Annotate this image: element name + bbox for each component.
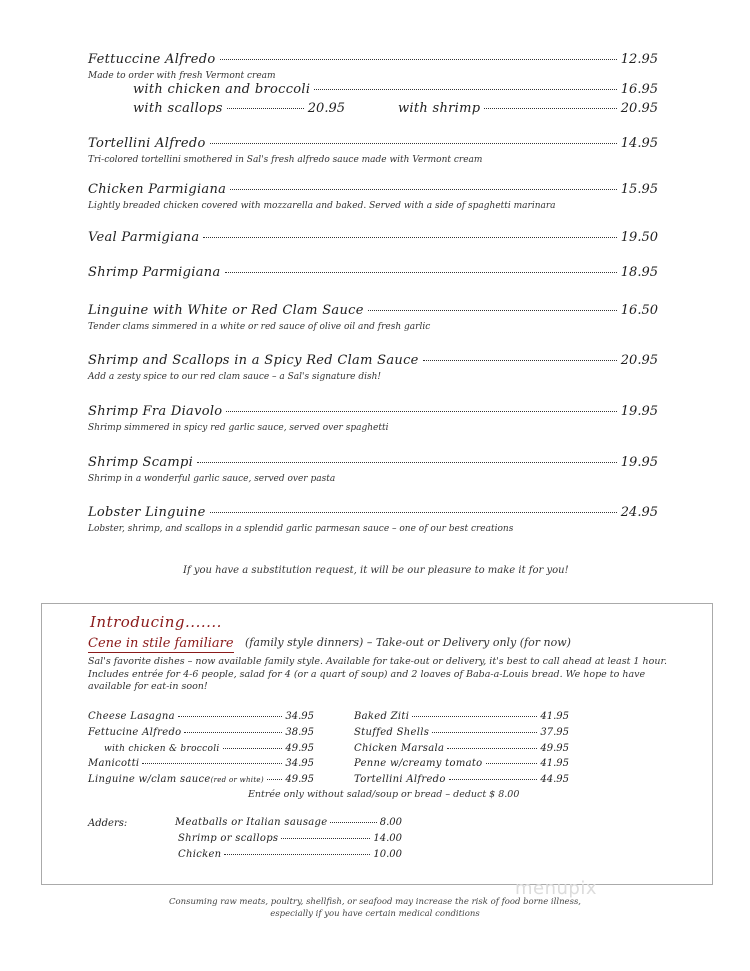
family-item-cheese-lasagna: Cheese Lasagna 34.95 bbox=[88, 711, 314, 722]
family-item-chicken-broccoli: with chicken & broccoli 49.95 bbox=[104, 743, 314, 754]
family-item-fettucine-alfredo: Fettucine Alfredo 38.95 bbox=[88, 727, 314, 738]
menu-item-fettuccine-alfredo bbox=[88, 52, 658, 81]
family-item-penne: Penne w/creamy tomato 41.95 bbox=[354, 758, 569, 769]
footer-warning-line-2: especially if you have certain medical conditions bbox=[270, 909, 480, 919]
family-item-manicotti: Manicotti 34.95 bbox=[88, 758, 314, 769]
menu-item-shrimp-scampi: Shrimp Scampi 19.95 Shrimp in a wonderful garlic sauce, served over pasta bbox=[88, 455, 658, 484]
adder-meatballs: Meatballs or Italian sausage 8.00 bbox=[175, 817, 402, 828]
menu-item-linguine-clam: Linguine with White or Red Clam Sauce 16.50 Tender clams simmered in a white or red sauce of olive oil and fresh garlic bbox=[88, 303, 658, 332]
family-item-tortellini-alfredo: Tortellini Alfredo 44.95 bbox=[354, 774, 569, 785]
menu-item-tortellini-alfredo: Tortellini Alfredo 14.95 Tri-colored tortellini smothered in Sal's fresh alfredo sauce made with Vermont cream bbox=[88, 136, 658, 165]
option-shrimp: with shrimp 20.95 bbox=[398, 101, 658, 116]
option-scallops: with scallops 20.95 bbox=[133, 101, 345, 116]
menu-item-shrimp-parmigiana: Shrimp Parmigiana 18.95 bbox=[88, 265, 658, 280]
menu-item-chicken-parmigiana: Chicken Parmigiana 15.95 Lightly breaded chicken covered with mozzarella and baked. Served with a side of spaghetti marinara bbox=[88, 182, 658, 211]
introducing-heading: Introducing....... bbox=[90, 613, 222, 631]
family-item-chicken-marsala: Chicken Marsala 49.95 bbox=[354, 743, 569, 754]
menu-item-shrimp-fra-diavolo: Shrimp Fra Diavolo 19.95 Shrimp simmered in spicy red garlic sauce, served over spaghetti bbox=[88, 404, 658, 433]
menu-item-lobster-linguine: Lobster Linguine 24.95 Lobster, shrimp, and scallops in a splendid garlic parmesan sauce – one of our best creations bbox=[88, 505, 658, 534]
option-chicken-broccoli: with chicken and broccoli 16.95 bbox=[133, 82, 658, 97]
family-item-linguine-clam: Linguine w/clam sauce(red or white) 49.95 bbox=[88, 774, 314, 785]
item-description: Made to order with fresh Vermont cream bbox=[88, 71, 276, 81]
family-style-subtitle: (family style dinners) – Take-out or Delivery only (for now) bbox=[245, 636, 571, 649]
item-price: 12.95 bbox=[620, 52, 658, 67]
substitution-note: If you have a substitution request, it will be our pleasure to make it for you! bbox=[183, 565, 569, 576]
family-item-stuffed-shells: Stuffed Shells 37.95 bbox=[354, 727, 569, 738]
family-style-title: Cene in stile familiare bbox=[88, 636, 234, 651]
menu-item-veal-parmigiana: Veal Parmigiana 19.50 bbox=[88, 230, 658, 245]
menu-item-shrimp-scallops: Shrimp and Scallops in a Spicy Red Clam Sauce 20.95 Add a zesty spice to our red clam sauce – a Sal's signature dish! bbox=[88, 353, 658, 382]
family-style-description: Sal's favorite dishes – now available family style. Available for take-out or delivery, it's best to call ahead at least 1 hour. Includes entrée for 4-6 people, salad for 4 (or a quart of soup) and 2 loaves of Baba-a-Louis bread. We hope to have available for eat-in soon! bbox=[88, 656, 667, 692]
watermark-logo: menupix bbox=[515, 878, 598, 899]
adders-label: Adders: bbox=[88, 818, 128, 829]
adder-shrimp-scallops: Shrimp or scallops 14.00 bbox=[178, 833, 402, 844]
adder-chicken: Chicken 10.00 bbox=[178, 849, 402, 860]
family-item-baked-ziti: Baked Ziti 41.95 bbox=[354, 711, 569, 722]
entree-only-note: Entrée only without salad/soup or bread – deduct $ 8.00 bbox=[248, 789, 520, 800]
item-name: Fettuccine Alfredo bbox=[88, 52, 216, 67]
footer-warning-line-1: Consuming raw meats, poultry, shellfish, or seafood may increase the risk of food borne illness, bbox=[168, 897, 582, 907]
